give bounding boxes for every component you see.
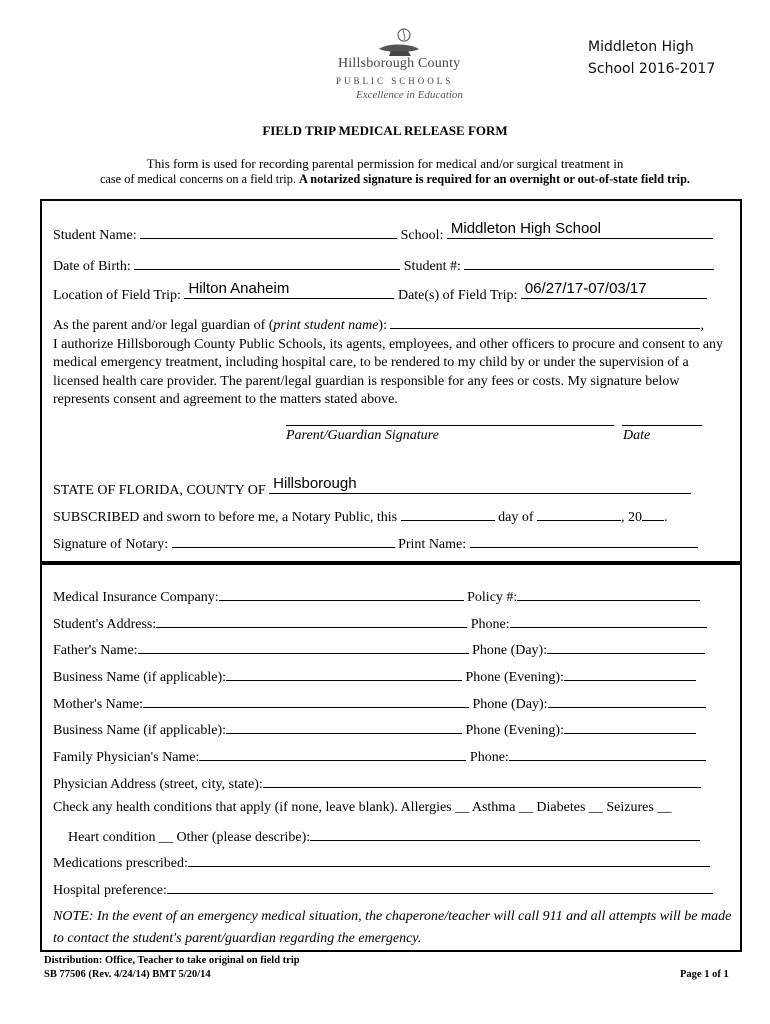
father-phone-day-label: Phone (Day):	[472, 643, 548, 658]
mother-business-label: Business Name (if applicable):	[53, 723, 227, 738]
insurance-label: Medical Insurance Company:	[53, 590, 219, 605]
consent-body: I authorize Hillsborough County Public Schools, its agents, employees, and other officers to procure and consent to any medical emergency treatment, including hospital care, to be rendered to my child by or under the supervision of a licensed health care provider. The parent/legal guardian is responsible for any fees or costs. My signature below represents consent and agreement to the matters stated above.	[53, 336, 724, 407]
parent-date-caption: Date	[623, 428, 651, 443]
father-name-label: Father's Name:	[53, 643, 138, 658]
location-row	[53, 280, 707, 304]
physician-address-label: Physician Address (street, city, state):	[53, 777, 263, 792]
print-name-label: Print Name:	[398, 537, 467, 552]
parent-date-field[interactable]	[622, 425, 702, 426]
county-field[interactable]	[269, 475, 691, 494]
mother-business-row	[53, 720, 696, 739]
health-conditions-row	[53, 800, 671, 816]
other-conditions-field[interactable]	[310, 827, 700, 841]
physician-address-row	[53, 774, 701, 793]
notary-month-field[interactable]	[537, 507, 621, 521]
dob-field[interactable]	[134, 256, 400, 270]
physician-phone-label: Phone:	[469, 750, 509, 765]
intro-line-2	[0, 172, 770, 187]
hospital-preference-label: Hospital preference:	[53, 883, 167, 898]
mother-business-field[interactable]	[226, 720, 462, 734]
distribution-note: Distribution: Office, Teacher to take original on field trip	[44, 955, 300, 966]
notary-print-name-field[interactable]	[470, 534, 698, 548]
consent-intro: As the parent and/or legal guardian of (	[53, 318, 274, 333]
consent-intro-italic: print student name	[273, 318, 379, 333]
day-of-label: day of	[498, 510, 534, 525]
insurance-row	[53, 587, 700, 606]
consent-paragraph	[53, 316, 733, 410]
dob-row	[53, 256, 714, 275]
location-label: Location of Field Trip:	[53, 288, 181, 303]
student-number-field[interactable]	[464, 256, 714, 270]
father-phone-day-field[interactable]	[547, 640, 705, 654]
physician-name-field[interactable]	[199, 747, 466, 761]
county-value: Hillsborough	[273, 475, 357, 492]
school-value: Middleton High School	[450, 220, 601, 237]
mother-phone-evening-field[interactable]	[564, 720, 696, 734]
school-year-note	[588, 36, 758, 80]
student-address-field[interactable]	[156, 614, 467, 628]
physician-name-label: Family Physician's Name:	[53, 750, 200, 765]
mother-phone-evening-label: Phone (Evening):	[465, 723, 564, 738]
father-phone-evening-field[interactable]	[564, 667, 696, 681]
notary-day-field[interactable]	[401, 507, 495, 521]
parent-signature-caption: Parent/Guardian Signature	[286, 428, 439, 443]
mother-row	[53, 694, 706, 713]
student-number-label: Student #:	[403, 259, 461, 274]
heart-condition-row	[68, 827, 700, 846]
school-year-note-line2: School 2016-2017	[588, 61, 716, 77]
physician-row	[53, 747, 706, 766]
year-prefix: , 20	[621, 510, 643, 525]
student-phone-field[interactable]	[510, 614, 707, 628]
lamp-of-learning-icon	[375, 27, 423, 57]
notary-year-field[interactable]	[642, 507, 664, 521]
student-name-row	[53, 220, 713, 244]
notary-signature-field[interactable]	[172, 534, 395, 548]
physician-phone-field[interactable]	[509, 747, 706, 761]
student-address-label: Student's Address:	[53, 617, 157, 632]
parent-signature-field[interactable]	[286, 425, 614, 426]
location-field[interactable]	[184, 280, 394, 299]
district-logo-name: Hillsborough County	[338, 56, 461, 71]
form-title: FIELD TRIP MEDICAL RELEASE FORM	[262, 123, 508, 138]
print-student-name-field[interactable]	[390, 316, 700, 329]
state-county-row	[53, 475, 691, 499]
father-name-field[interactable]	[138, 640, 469, 654]
location-value: Hilton Anaheim	[188, 280, 290, 297]
subscribed-label: SUBSCRIBED and sworn to before me, a Notary Public, this	[53, 510, 398, 525]
father-row	[53, 640, 705, 659]
mother-name-label: Mother's Name:	[53, 697, 144, 712]
page-number: Page 1 of 1	[680, 969, 729, 980]
school-year-note-line1: Middleton High	[588, 39, 694, 55]
medications-row	[53, 853, 710, 872]
district-logo-subtitle: PUBLIC SCHOOLS	[336, 76, 454, 86]
notary-signature-row	[53, 534, 698, 553]
consent-intro-close: ):	[378, 318, 387, 333]
notary-signature-label: Signature of Notary:	[53, 537, 169, 552]
insurance-field[interactable]	[219, 587, 464, 601]
student-address-row	[53, 614, 707, 633]
student-phone-label: Phone:	[470, 617, 510, 632]
notary-subscribed-row	[53, 507, 668, 526]
medications-label: Medications prescribed:	[53, 856, 188, 871]
dates-field[interactable]	[521, 280, 707, 299]
school-field[interactable]	[447, 220, 713, 239]
physician-address-field[interactable]	[263, 774, 701, 788]
notary-period: .	[664, 510, 668, 525]
form-id: SB 77506 (Rev. 4/24/14) BMT 5/20/14	[44, 969, 211, 980]
student-name-field[interactable]	[140, 225, 397, 239]
father-phone-evening-label: Phone (Evening):	[465, 670, 564, 685]
district-logo-tagline: Excellence in Education	[356, 89, 463, 101]
intro-notarized-warning: A notarized signature is required for an overnight or out-of-state field trip.	[299, 172, 691, 186]
dob-label: Date of Birth:	[53, 259, 131, 274]
consent-comma: ,	[700, 318, 704, 333]
mother-phone-day-field[interactable]	[548, 694, 706, 708]
school-label: School:	[400, 228, 444, 243]
dates-value: 06/27/17-07/03/17	[524, 280, 647, 297]
hospital-preference-field[interactable]	[167, 880, 713, 894]
policy-field[interactable]	[517, 587, 700, 601]
intro-line-2-text: case of medical concerns on a field trip.	[99, 172, 296, 186]
father-business-row	[53, 667, 696, 686]
policy-label: Policy #:	[467, 590, 518, 605]
mother-name-field[interactable]	[143, 694, 469, 708]
father-business-label: Business Name (if applicable):	[53, 670, 227, 685]
heart-condition-label: Heart condition __ Other (please describe):	[68, 830, 311, 845]
dates-label: Date(s) of Field Trip:	[397, 288, 518, 303]
emergency-note: NOTE: In the event of an emergency medical situation, the chaperone/teacher will call 911 and all attempts will be made to contact the student's parent/guardian regarding the emergency.	[53, 909, 732, 946]
father-business-field[interactable]	[226, 667, 462, 681]
student-name-label: Student Name:	[53, 228, 137, 243]
medications-field[interactable]	[188, 853, 710, 867]
health-conditions-label: Check any health conditions that apply (if none, leave blank). Allergies __ Asthma __ Diabetes __ Seizures __	[53, 800, 672, 815]
hospital-row	[53, 880, 713, 899]
mother-phone-day-label: Phone (Day):	[472, 697, 548, 712]
intro-line-1: This form is used for recording parental permission for medical and/or surgical treatment in	[146, 156, 624, 171]
state-county-label: STATE OF FLORIDA, COUNTY OF	[53, 483, 266, 498]
